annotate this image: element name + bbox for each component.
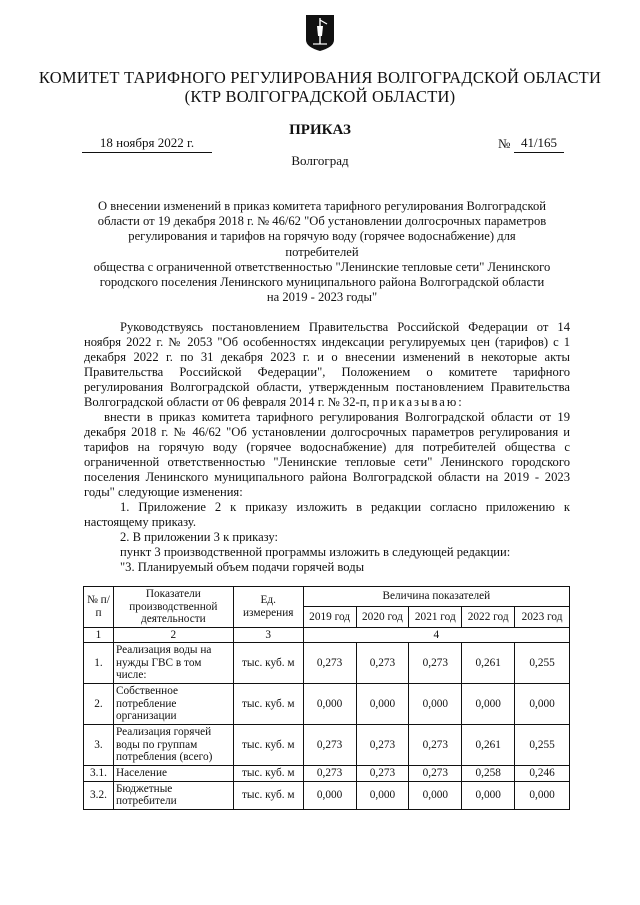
title-line: регулирования и тарифов на горячую воду (горячее водоснабжение) для потребителей [128,229,516,259]
header-num: № п/п [84,587,114,628]
item-2-subitem: пункт 3 производственной программы изложить в следующей редакции: [120,545,511,559]
order-date: 18 ноября 2022 г. [82,135,212,153]
row-value: 0,000 [303,684,356,725]
city: Волгоград [291,153,349,168]
row-unit: тыс. куб. м [233,725,303,766]
title-line: общества с ограниченной ответственностью "Ленинские тепловые сети" Ленинского [93,259,551,274]
item-3-heading: "3. Планируемый объем подачи горячей воды [120,560,365,574]
row-num: 1. [84,643,114,684]
row-value: 0,273 [303,725,356,766]
row-value: 0,000 [515,781,570,809]
row-unit: тыс. куб. м [233,684,303,725]
title-line: на 2019 - 2023 годы" [266,290,378,305]
organization-short-name: (КТР ВОЛГОГРАДСКОЙ ОБЛАСТИ) [184,87,456,106]
table-header-row [84,587,570,607]
row-num: 3.2. [84,781,114,809]
row-value: 0,000 [515,684,570,725]
row-value: 0,000 [356,781,409,809]
table-row [84,766,570,782]
document-type: ПРИКАЗ [289,122,351,138]
row-value: 0,000 [409,781,462,809]
row-unit: тыс. куб. м [233,766,303,782]
row-unit: тыс. куб. м [233,781,303,809]
index-cell: 3 [233,627,303,643]
header-year: 2021 год [409,607,462,627]
row-value: 0,258 [462,766,515,782]
preamble-paragraph [84,320,570,410]
table-row [84,643,570,684]
index-cell: 4 [303,627,569,643]
row-label: Бюджетные потребители [113,781,233,809]
title-line: городского поселения Ленинского муниципального района Волгоградской области [99,275,545,290]
table-row [84,684,570,725]
row-value: 0,261 [462,643,515,684]
header-year: 2022 год [462,607,515,627]
order-title [92,199,552,305]
order-number: 41/165 [514,135,564,153]
order-verb: приказываю: [372,395,464,409]
row-unit: тыс. куб. м [233,643,303,684]
row-label: Собственное потребление организации [113,684,233,725]
row-value: 0,000 [303,781,356,809]
row-value: 0,273 [356,766,409,782]
header-values: Величина показателей [303,587,569,607]
row-value: 0,273 [356,643,409,684]
preamble-text: Руководствуясь постановлением Правительства Российской Федерации от 14 ноября 2022 г. № 2053 "Об особенностях индексации регулируемых цен (тарифов) с 1 декабря 2022 г. по 31 декабря 2023 г. и о внесении изменений в некоторые акты Правительства Российской Федерации", Положением о комитете тарифного регулирования Волгоградской области, утвержденным постановлением Правительства Волгоградской области от 06 февраля 2014 г. № 32-п, [84,320,570,409]
row-value: 0,000 [462,684,515,725]
row-num: 3.1. [84,766,114,782]
header-year: 2020 год [356,607,409,627]
organization-name: КОМИТЕТ ТАРИФНОГО РЕГУЛИРОВАНИЯ ВОЛГОГРАДСКОЙ ОБЛАСТИ [38,68,602,87]
row-value: 0,273 [303,643,356,684]
header-year: 2019 год [303,607,356,627]
header-year: 2023 год [515,607,570,627]
header-indicator: Показатели производственной деятельности [113,587,233,628]
amendment-paragraph: внести в приказ комитета тарифного регулирования Волгоградской области от 19 декабря 2018 г. № 46/62 "Об установлении долгосрочных параметров регулирования и тарифов на горячую воду (горячее водоснабжение) для потребителей общества с ограниченной ответственностью "Ленинские тепловые сети" Ленинского городского поселения Ленинского муниципального района Волгоградской области на 2019 - 2023 годы" следующие изменения: [84,410,570,499]
row-value: 0,273 [356,725,409,766]
row-value: 0,273 [409,725,462,766]
item-2: 2. В приложении 3 к приказу: [120,530,279,544]
coat-of-arms-icon [305,14,335,52]
row-value: 0,261 [462,725,515,766]
table-row [84,725,570,766]
row-value: 0,000 [462,781,515,809]
order-body [84,320,570,575]
row-value: 0,255 [515,643,570,684]
header-unit: Ед. измерения [233,587,303,628]
row-value: 0,000 [356,684,409,725]
row-value: 0,273 [409,766,462,782]
production-volume-table [83,586,570,810]
row-label: Население [113,766,233,782]
table-row [84,781,570,809]
row-value: 0,273 [303,766,356,782]
row-value: 0,255 [515,725,570,766]
row-value: 0,273 [409,643,462,684]
row-value: 0,246 [515,766,570,782]
title-line: области от 19 декабря 2018 г. № 46/62 "Об установлении долгосрочных параметров [97,214,547,229]
row-label: Реализация воды на нужды ГВС в том числе: [113,643,233,684]
title-line: О внесении изменений в приказ комитета тарифного регулирования Волгоградской [97,199,547,213]
item-1: 1. Приложение 2 к приказу изложить в редакции согласно приложению к настоящему приказу. [84,500,570,529]
row-value: 0,000 [409,684,462,725]
index-cell: 2 [113,627,233,643]
index-cell: 1 [84,627,114,643]
row-num: 3. [84,725,114,766]
row-label: Реализация горячей воды по группам потребления (всего) [113,725,233,766]
order-number-label: № [498,136,511,151]
row-num: 2. [84,684,114,725]
table-index-row [84,627,570,643]
